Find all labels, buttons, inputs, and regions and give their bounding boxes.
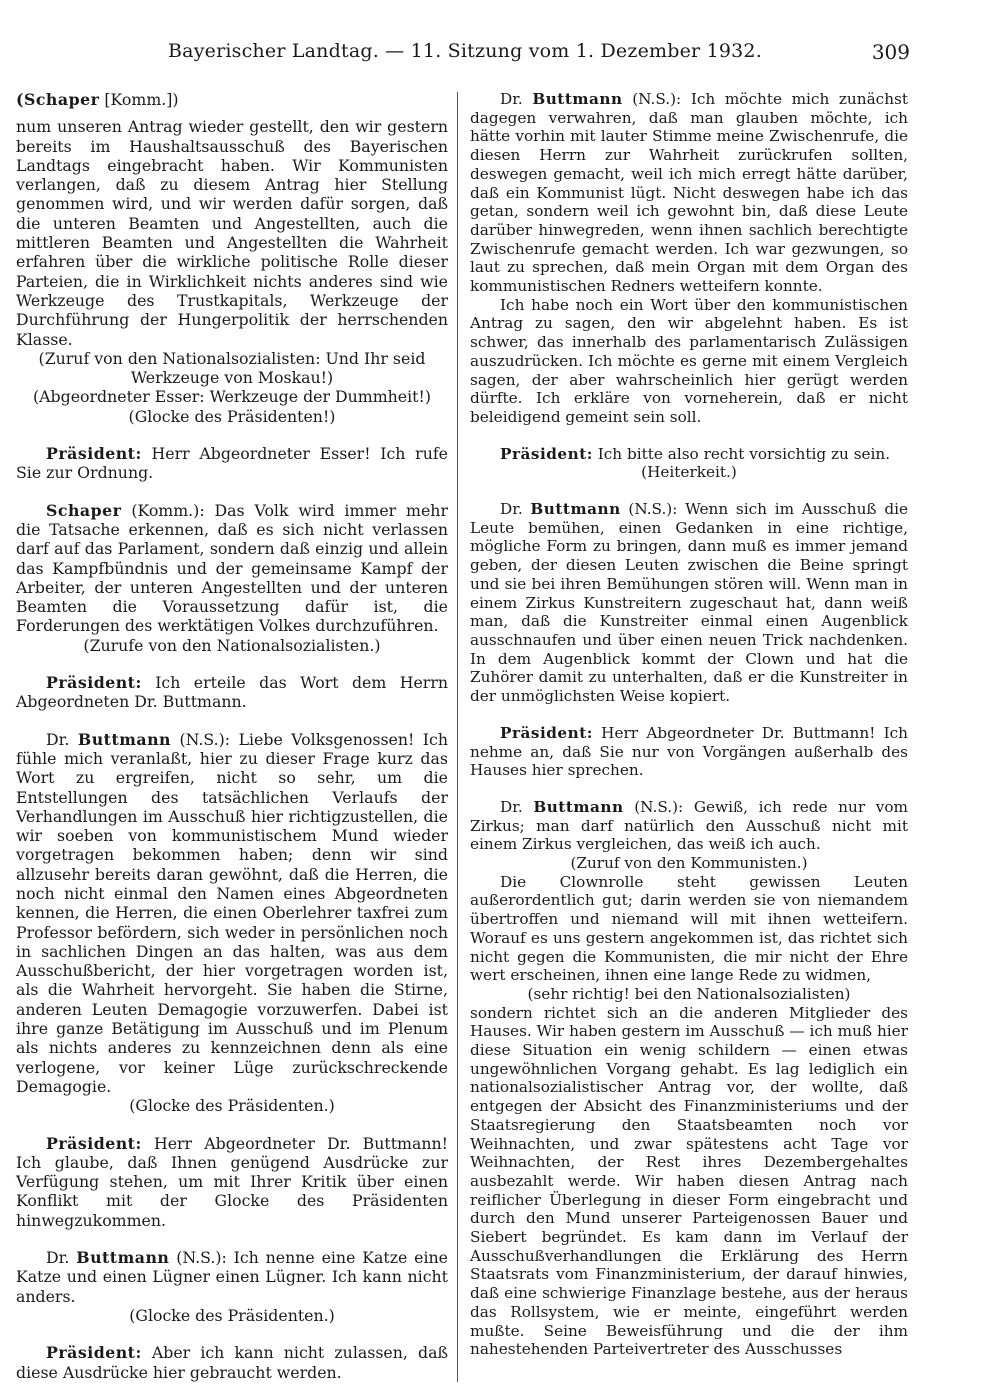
speech-block bbox=[16, 1343, 448, 1382]
speech-text: Herr Abgeordneter Dr. Buttmann! Ich nehme an, daß Sie nur von Vorgängen außerhalb des Hauses hier sprechen. bbox=[470, 723, 908, 780]
speech-text: Ich nenne eine Katze eine Katze und einen Lügner einen Lügner. Ich kann nicht anders. bbox=[16, 1248, 448, 1306]
speech-block bbox=[16, 730, 448, 1097]
speaker-name: Präsident: bbox=[500, 723, 593, 742]
column-divider bbox=[457, 92, 458, 1382]
running-title: Bayerischer Landtag. — 11. Sitzung vom 1. Dezember 1932. bbox=[168, 40, 762, 62]
speaker-name: Präsident: bbox=[46, 444, 142, 464]
speaker-name: Buttmann bbox=[76, 1248, 170, 1268]
speech-text: Liebe Volksgenossen! Ich fühle mich veranlaßt, hier zu dieser Frage kurz das Wort zu ergreifen, nicht so sehr, um die Entstellungen des tatsächlichen Verlaufs der Verhandlungen im Ausschuß hier richtigzustellen, die wir soeben von kommunistischem Mund wieder vorgetragen bekommen haben; denn wir sind allzusehr bereits daran gewöhnt, daß die Herren, die noch nicht einmal den Namen eines Abgeordneten kennen, die Herren, die einen Oberlehrer taxfrei zum Professor befördern, sich weder in persönlichen noch in sachlichen Dingen an das halten, was aus dem Ausschußbericht, der hier vorgetragen worden ist, als die Wahrheit hervorgeht. Sie haben die Stirne, anderen Leuten Demagogie vorzuwerfen. Dabei ist ihre ganze Betätigung im Ausschuß und im Plenum als nichts anderes zu kennzeichnen denn als eine verlogene, vor keiner Lüge zurückschreckende Demagogie. bbox=[16, 729, 448, 1096]
speaker-party: (N.S.): bbox=[620, 500, 678, 519]
speech-text: Wenn sich im Ausschuß die Leute bemühen, einen Gedanken in eine richtige, mögliche Form zu bringen, dann muß es immer jemand geben, der diesen Leuten zwischen die Beine springt und sie bei ihren Bemühungen stören will. Wenn man in einem Zirkus Kunstreitern zugeschaut hat, dann weiß man, daß die Kunstreiter einmal einen Augenblick ausschnaufen und über einen neuen Trick nachdenken. In dem Augenblick kommt der Clown und hat die Zuhörer damit zu unterhalten, daß er die Kunstreiter in der unmöglichsten Weise kopiert. bbox=[470, 500, 908, 706]
speaker-prefix: Dr. bbox=[46, 1248, 77, 1268]
page-number: 309 bbox=[871, 40, 910, 64]
speaker-name: Buttmann bbox=[532, 90, 623, 108]
interjection: (Zuruf von den Nationalsozialisten: Und Ihr seid Werkzeuge von Moskau!) bbox=[38, 348, 426, 388]
speech-text: Gewiß, ich rede nur vom Zirkus; man darf natürlich den Ausschuß nicht mit einem Zirkus vergleichen, das weiß ich auch. bbox=[470, 797, 908, 854]
interjection: (Glocke des Präsidenten.) bbox=[129, 1305, 335, 1325]
speech-block bbox=[470, 500, 908, 706]
page-header bbox=[20, 40, 910, 76]
speech-block bbox=[16, 1248, 448, 1306]
speaker-prefix: Dr. bbox=[500, 500, 531, 519]
speaker-name: Buttmann bbox=[77, 729, 171, 749]
interjection: (Glocke des Präsidenten!) bbox=[128, 406, 336, 426]
speaker-name: Präsident: bbox=[46, 673, 142, 693]
speech-text: Herr Abgeordneter Esser! Ich rufe Sie zur Ordnung. bbox=[16, 444, 448, 483]
paragraph: Ich habe noch ein Wort über den kommunistischen Antrag zu sagen, den wir abgelehnt haben. Es ist schwer, das innerhalb des parlamentarisch Zulässigen auszudrücken. Ich möchte es gerne mit einem Vergleich sagen, der aber wahrscheinlich hier gerügt werden dürfte. Ich erkläre von vorneherein, daß er nicht beleidigend gemeint sein soll. bbox=[470, 295, 908, 426]
speaker-party: (N.S.): bbox=[169, 1248, 227, 1268]
speech-text: Herr Abgeordneter Dr. Buttmann! Ich glaube, daß Ihnen genügend Ausdrücke zur Verfügung stehen, um mit Ihrer Kritik über einen Konflikt mit der Glocke des Präsidenten hinwegzukommen. bbox=[16, 1133, 448, 1230]
speaker-name: Präsident: bbox=[46, 1133, 142, 1153]
interjection: (sehr richtig! bei den Nationalsozialisten) bbox=[527, 984, 851, 1003]
continued-speaker-heading bbox=[16, 90, 448, 109]
paragraph: num unseren Antrag wieder gestellt, den wir gestern bereits im Haushaltsausschuß des Bayerischen Landtags eingebracht haben. Wir Kommunisten verlangen, daß zu diesem Antrag hier Stellung genommen wird, und wir werden dafür sorgen, daß die unteren Beamten und Angestellten, auch die mittleren Beamten und Angestellten die Wahrheit erfahren über die wirkliche politische Rolle dieser Parteien, die in Wirklichkeit nichts anderes sind wie Werkzeuge des Trustkapitals, Werkzeuge der Durchführung der Hungerpolitik der herrschenden Klasse. bbox=[16, 117, 448, 349]
speech-block bbox=[470, 724, 908, 780]
speech-text: Aber ich kann nicht zulassen, daß diese Ausdrücke hier gebraucht werden. bbox=[16, 1343, 448, 1382]
paragraph: sondern richtet sich an die anderen Mitglieder des Hauses. Wir haben gestern im Ausschuß — ich muß hier diese Situation ein wenig schildern — einen etwas ungewöhnlichen Vorgang gehabt. Es lag lediglich ein nationalsozialistischer Antrag vor, der wollte, daß entgegen der Absicht des Finanzministeriums und der Staatsregierung den Staatsbeamten noch vor Weihnachten, und zwar spätestens acht Tage vor Weihnachten, der Rest ihres Dezembergehaltes ausbezahlt werde. Wir haben diesen Antrag nach reiflicher Überlegung in dieser Form eingebracht und durch den Mund unserer Parteigenossen Bauer und Siebert begründet. Es kam dann im Verlauf der Ausschußverhandlungen die Erklärung des Herrn Staatsrats vom Finanzministerium, der darauf hinwies, daß eine schwierige Finanzlage bestehe, aus der heraus das Rollsystem, wie er meinte, eingeführt werden mußte. Seine Beweisführung und die der ihm nahestehenden Parteivertreter des Ausschusses bbox=[470, 1003, 908, 1359]
speech-block bbox=[470, 90, 908, 296]
speech-block bbox=[16, 673, 448, 712]
speech-block bbox=[16, 1134, 448, 1230]
speaker-name: Buttmann bbox=[533, 797, 624, 816]
speaker-name: Schaper bbox=[46, 500, 122, 520]
speaker-name: Buttmann bbox=[530, 500, 621, 519]
speech-block bbox=[16, 444, 448, 483]
speaker-name: (Schaper bbox=[16, 90, 100, 109]
interjection: (Glocke des Präsidenten.) bbox=[129, 1096, 335, 1116]
left-column bbox=[16, 90, 448, 1382]
speech-text: Ich möchte mich zunächst dagegen verwahren, daß man glauben möchte, ich hätte vorhin mit lauter Stimme meine Zwischenrufe, die diesen Herrn zur Wahrheit zurückrufen sollten, deswegen gemacht, weil ich mich erregt hätte darüber, daß ein Kommunist lügt. Nicht deswegen habe ich das getan, sondern weil ich gewohnt bin, daß diese Leute darüber hinwegreden, wenn ihnen sachlich berechtigte Zwischenrufe gemacht werden. Ich war gezwungen, so laut zu sprechen, daß mein Organ mit dem Organ des kommunistischen Redners wetteifern konnte. bbox=[470, 90, 908, 296]
speech-block bbox=[470, 445, 908, 464]
speaker-party: [Komm.]) bbox=[99, 90, 179, 109]
speaker-party: (N.S.): bbox=[622, 90, 682, 108]
speaker-prefix: Dr. bbox=[500, 90, 533, 108]
speaker-name: Präsident: bbox=[500, 444, 593, 463]
speaker-prefix: Dr. bbox=[500, 797, 534, 816]
paragraph: Die Clownrolle steht gewissen Leuten außerordentlich gut; darin werden sie von niemandem übertroffen und niemand will mit ihnen wetteifern. Worauf es uns gestern angekommen ist, das richtet sich nicht gegen die Kommunisten, die mir nicht der Ehre wert erscheinen, ihnen eine lange Rede zu widmen, bbox=[470, 872, 908, 985]
interjection: (Zurufe von den Nationalsozialisten.) bbox=[83, 635, 381, 655]
speech-text: Das Volk wird immer mehr die Tatsache erkennen, daß es sich nicht verlassen darf auf das Parlament, sondern daß einzig und allein das Kampfbündnis und der gemeinsame Kampf der Arbeiter, der unteren Angestellten und der unteren Beamten die Voraussetzung dafür ist, die Forderungen des werktätigen Volkes durchzuführen. bbox=[16, 500, 448, 636]
speech-block bbox=[16, 501, 448, 636]
speaker-prefix: Dr. bbox=[46, 729, 78, 749]
speech-block bbox=[470, 798, 908, 854]
speech-text: Ich bitte also recht vorsichtig zu sein. bbox=[592, 444, 891, 463]
speaker-party: (N.S.): bbox=[623, 797, 684, 816]
interjection: (Heiterkeit.) bbox=[641, 463, 737, 482]
right-column bbox=[470, 90, 908, 1359]
speech-text: Ich erteile das Wort dem Herrn Abgeordneten Dr. Buttmann. bbox=[16, 673, 448, 712]
interjection: (Zuruf von den Kommunisten.) bbox=[570, 854, 808, 873]
interjection: (Abgeordneter Esser: Werkzeuge der Dummheit!) bbox=[33, 387, 431, 407]
speaker-name: Präsident: bbox=[46, 1343, 142, 1363]
speaker-party: (Komm.): bbox=[121, 500, 205, 520]
speaker-party: (N.S.): bbox=[171, 729, 231, 749]
